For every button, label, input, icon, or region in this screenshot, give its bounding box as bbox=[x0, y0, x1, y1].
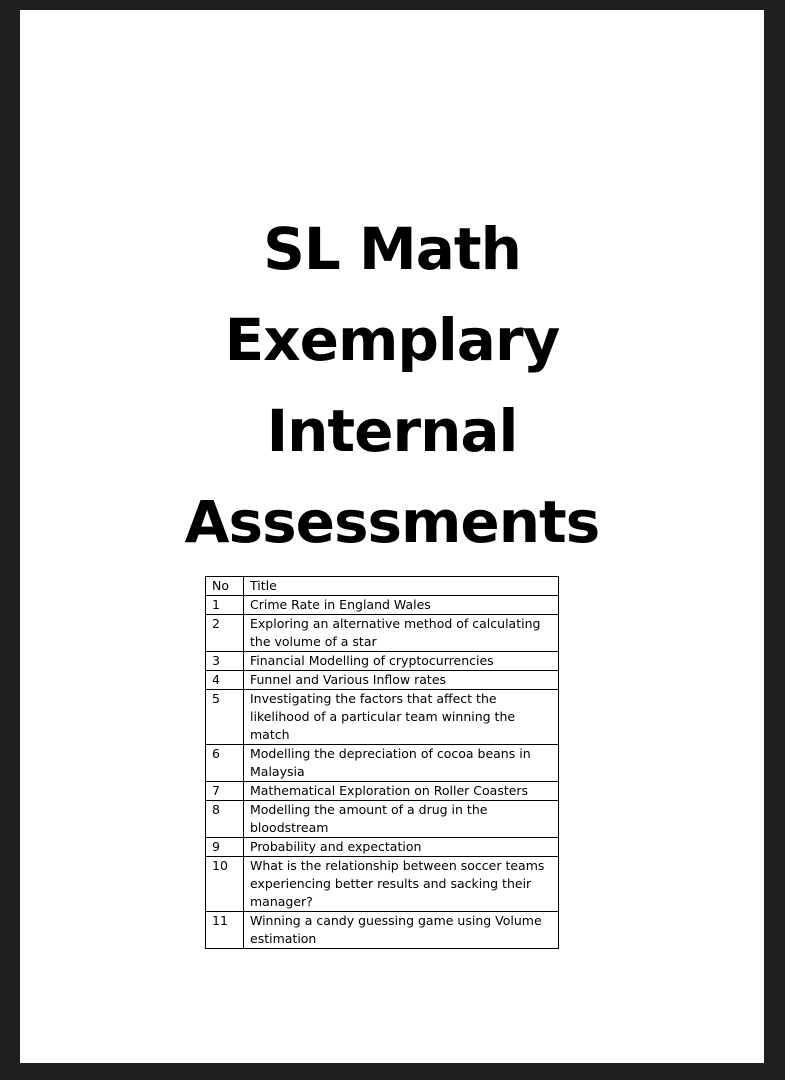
table-row bbox=[206, 912, 559, 949]
row-title: Investigating the factors that affect the likelihood of a particular team winning the match bbox=[244, 690, 559, 745]
document-page bbox=[20, 10, 764, 1063]
assessment-table bbox=[205, 576, 559, 949]
row-title: Modelling the amount of a drug in the bloodstream bbox=[244, 801, 559, 838]
header-no: No bbox=[206, 577, 244, 596]
row-number: 5 bbox=[206, 690, 244, 745]
row-number: 11 bbox=[206, 912, 244, 949]
row-number: 4 bbox=[206, 671, 244, 690]
row-number: 7 bbox=[206, 782, 244, 801]
table-row bbox=[206, 690, 559, 745]
row-title: Funnel and Various Inflow rates bbox=[244, 671, 559, 690]
table-row bbox=[206, 857, 559, 912]
row-title: Exploring an alternative method of calculating the volume of a star bbox=[244, 615, 559, 652]
table-row bbox=[206, 745, 559, 782]
row-title: Financial Modelling of cryptocurrencies bbox=[244, 652, 559, 671]
title-line-4: Assessments bbox=[184, 488, 600, 556]
row-number: 2 bbox=[206, 615, 244, 652]
header-title: Title bbox=[244, 577, 559, 596]
row-title: Probability and expectation bbox=[244, 838, 559, 857]
row-number: 8 bbox=[206, 801, 244, 838]
row-title: Mathematical Exploration on Roller Coasters bbox=[244, 782, 559, 801]
page-title bbox=[20, 204, 764, 568]
row-number: 6 bbox=[206, 745, 244, 782]
title-line-1: SL Math bbox=[263, 215, 521, 283]
table-row bbox=[206, 671, 559, 690]
table-row bbox=[206, 652, 559, 671]
row-title: What is the relationship between soccer teams experiencing better results and sacking their manager? bbox=[244, 857, 559, 912]
table-row bbox=[206, 801, 559, 838]
row-title: Crime Rate in England Wales bbox=[244, 596, 559, 615]
row-number: 3 bbox=[206, 652, 244, 671]
table-row bbox=[206, 782, 559, 801]
row-number: 10 bbox=[206, 857, 244, 912]
table-header-row bbox=[206, 577, 559, 596]
table-row bbox=[206, 838, 559, 857]
row-title: Modelling the depreciation of cocoa beans in Malaysia bbox=[244, 745, 559, 782]
title-line-3: Internal bbox=[266, 397, 518, 465]
row-number: 1 bbox=[206, 596, 244, 615]
row-number: 9 bbox=[206, 838, 244, 857]
table-row bbox=[206, 615, 559, 652]
table-row bbox=[206, 596, 559, 615]
title-line-2: Exemplary bbox=[224, 306, 560, 374]
row-title: Winning a candy guessing game using Volume estimation bbox=[244, 912, 559, 949]
